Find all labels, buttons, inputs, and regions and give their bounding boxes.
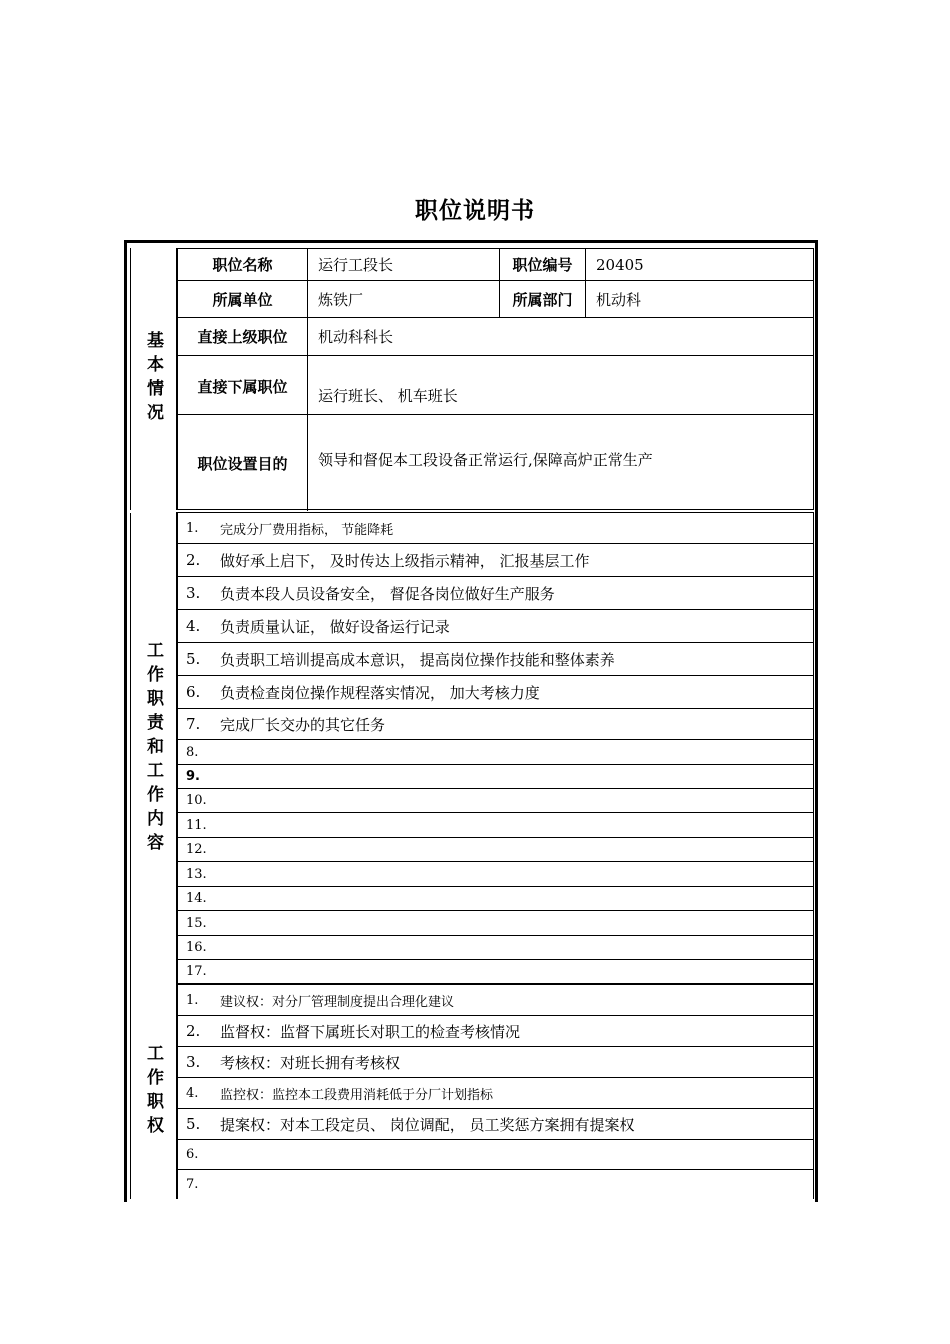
duty-num: 15. <box>186 915 207 931</box>
authority-row <box>178 1170 813 1199</box>
basic-row-purpose <box>178 415 813 511</box>
authority-num: 6. <box>186 1147 199 1162</box>
duty-num: 11. <box>186 817 207 833</box>
position-name-value: 运行工段长 <box>308 249 500 280</box>
authority-row <box>178 1109 813 1140</box>
duty-num: 13. <box>186 866 207 882</box>
duty-row <box>178 911 813 936</box>
duty-num: 14. <box>186 891 207 906</box>
duty-row <box>178 740 813 765</box>
duty-row <box>178 544 813 577</box>
duty-num: 16. <box>186 940 207 955</box>
duty-num: 8. <box>186 744 199 760</box>
duty-text: 负责检查岗位操作规程落实情况， 加大考核力度 <box>220 683 540 702</box>
duty-row <box>178 813 813 838</box>
basic-info-side-label: 基本情况 <box>130 248 176 510</box>
authority-num: 7. <box>186 1177 199 1192</box>
basic-info-grid <box>176 248 814 510</box>
authority-num: 2. <box>186 1022 201 1040</box>
duty-num: 5. <box>186 650 201 668</box>
unit-value: 炼铁厂 <box>308 281 500 317</box>
duty-text: 做好承上启下， 及时传达上级指示精神， 汇报基层工作 <box>220 551 590 570</box>
basic-row-unit <box>178 281 813 318</box>
authority-num: 1. <box>186 992 199 1008</box>
duties-section <box>130 513 814 985</box>
position-code-value: 20405 <box>596 255 644 274</box>
duty-num: 6. <box>186 683 201 701</box>
duty-text: 完成分厂费用指标， 节能降耗 <box>220 522 394 538</box>
duty-row <box>178 862 813 887</box>
duty-num: 3. <box>186 584 201 602</box>
authority-num: 4. <box>186 1085 199 1101</box>
document-title: 职位说明书 <box>415 198 535 224</box>
superior-value: 机动科科长 <box>318 328 394 346</box>
basic-info-section <box>130 248 814 510</box>
authority-section <box>130 985 814 1199</box>
authority-row <box>178 1140 813 1170</box>
duty-text: 负责职工培训提高成本意识， 提高岗位操作技能和整体素养 <box>220 650 615 669</box>
duty-num: 10. <box>186 793 207 808</box>
duty-row <box>178 765 813 789</box>
dept-value: 机动科 <box>596 290 642 309</box>
authority-num: 3. <box>186 1053 201 1071</box>
unit-label: 所属单位 <box>178 281 308 317</box>
dept-label: 所属部门 <box>500 281 586 317</box>
duty-text: 负责质量认证， 做好设备运行记录 <box>220 617 450 636</box>
duty-row <box>178 513 813 544</box>
duty-row <box>178 887 813 911</box>
authority-row <box>178 1047 813 1078</box>
basic-row-position <box>178 249 813 281</box>
authority-text: 提案权：对本工段定员、 岗位调配， 员工奖惩方案拥有提案权 <box>220 1115 635 1134</box>
authority-num: 5. <box>186 1115 201 1133</box>
authority-row <box>178 1078 813 1109</box>
duty-num: 1. <box>186 520 199 536</box>
authority-side-label: 工作职权 <box>130 985 176 1199</box>
authority-text: 监督权：监督下属班长对职工的检查考核情况 <box>220 1022 521 1041</box>
duty-num: 4. <box>186 617 201 635</box>
basic-row-subordinate <box>178 356 813 415</box>
duty-text: 完成厂长交办的其它任务 <box>220 715 386 734</box>
position-name-label: 职位名称 <box>178 249 308 280</box>
authority-row <box>178 1016 813 1047</box>
duty-row <box>178 610 813 643</box>
duty-num: 9. <box>186 769 200 784</box>
duty-num: 17. <box>186 964 207 979</box>
duty-row <box>178 789 813 813</box>
duties-grid <box>176 513 814 985</box>
duty-row <box>178 936 813 960</box>
duty-num: 12. <box>186 842 207 857</box>
duty-num: 2. <box>186 551 201 569</box>
duty-row <box>178 577 813 610</box>
duties-side-label: 工作职责和工作内容 <box>130 513 176 985</box>
authority-text: 建议权：对分厂管理制度提出合理化建议 <box>220 994 455 1010</box>
subordinate-value: 运行班长、 机车班长 <box>318 387 458 405</box>
position-code-label: 职位编号 <box>500 249 586 280</box>
authority-text: 监控权：监控本工段费用消耗低于分厂计划指标 <box>220 1087 494 1103</box>
purpose-value: 领导和督促本工段设备正常运行,保障高炉正常生产 <box>318 451 653 469</box>
basic-row-superior <box>178 318 813 356</box>
duty-row <box>178 838 813 862</box>
superior-label: 直接上级职位 <box>178 318 308 355</box>
duty-num: 7. <box>186 715 201 733</box>
duty-row <box>178 960 813 985</box>
authority-row <box>178 985 813 1016</box>
authority-text: 考核权：对班长拥有考核权 <box>220 1053 401 1072</box>
subordinate-label: 直接下属职位 <box>178 356 308 414</box>
duty-row <box>178 643 813 676</box>
duty-row <box>178 709 813 740</box>
purpose-label: 职位设置目的 <box>178 415 308 511</box>
duty-text: 负责本段人员设备安全， 督促各岗位做好生产服务 <box>220 584 555 603</box>
authority-grid <box>176 985 814 1199</box>
duty-row <box>178 676 813 709</box>
